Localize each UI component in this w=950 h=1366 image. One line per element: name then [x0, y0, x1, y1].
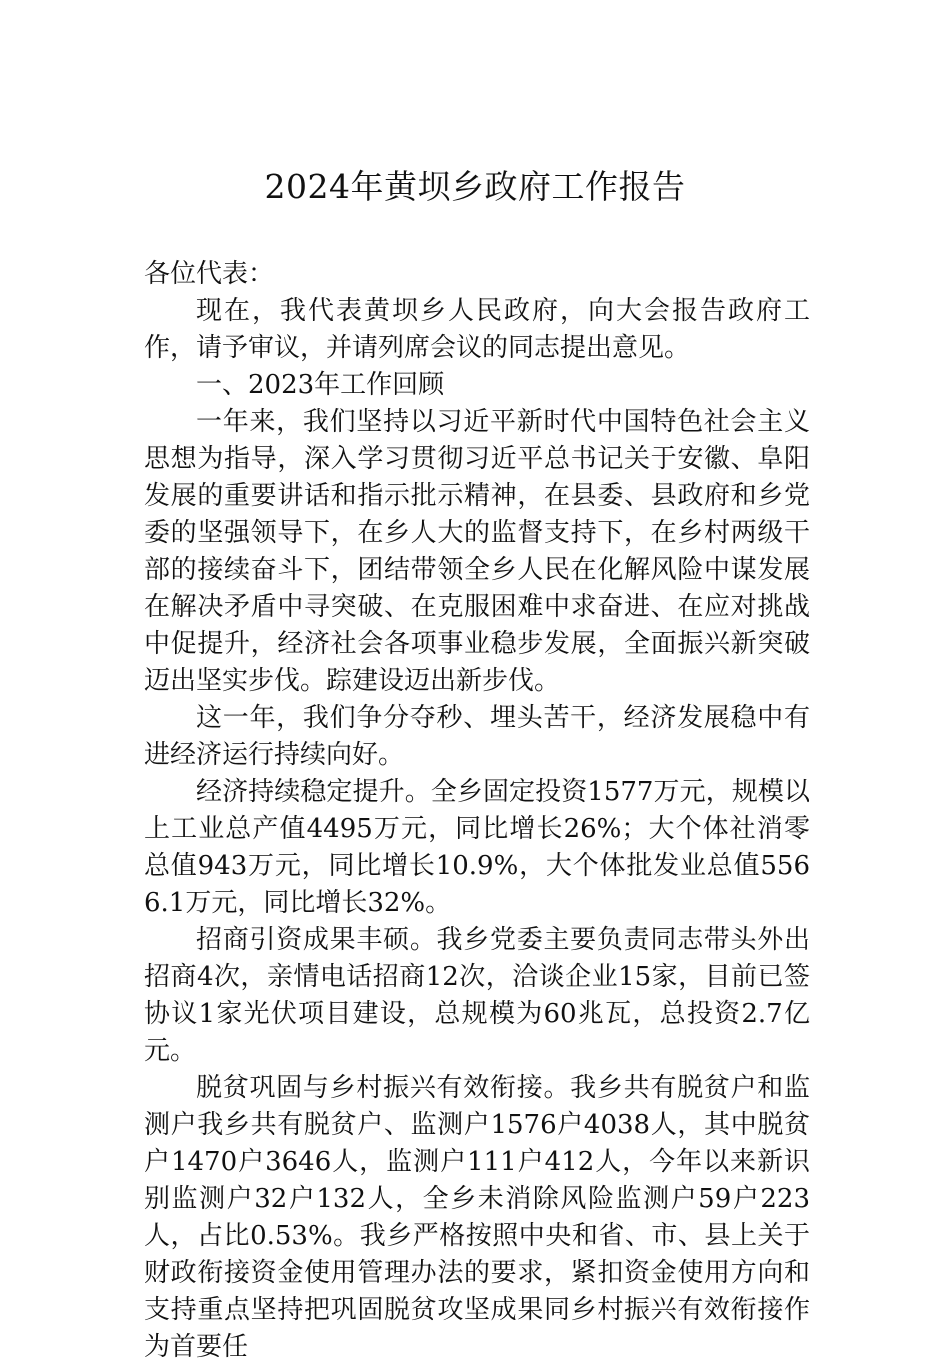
salutation: 各位代表： [144, 259, 275, 289]
paragraph-intro: 现在，我代表黄坝乡人民政府，向大会报告政府工作，请予审议，并请列席会议的同志提出意见。 [144, 296, 810, 363]
paragraph-investment: 招商引资成果丰硕。我乡党委主要负责同志带头外出招商4次，亲情电话招商12次，洽谈企业15家，目前已签协议1家光伏项目建设，总规模为60兆瓦，总投资2.7亿元。 [144, 925, 810, 1066]
paragraph-economy-summary: 这一年，我们争分夺秒、埋头苦干，经济发展稳中有进经济运行持续向好。 [144, 703, 810, 770]
document-title: 2024年黄坝乡政府工作报告 [264, 167, 686, 206]
paragraph-economy-stats: 经济持续稳定提升。全乡固定投资1577万元，规模以上工业总产值4495万元，同比增长26%；大个体社消零总值943万元，同比增长10.9%，大个体批发业总值5566.1万元，同比增长32%。 [144, 777, 810, 918]
section-heading: 一、2023年工作回顾 [196, 370, 445, 400]
document-body [144, 256, 810, 1366]
paragraph-poverty: 脱贫巩固与乡村振兴有效衔接。我乡共有脱贫户和监测户我乡共有脱贫户、监测户1576户4038人，其中脱贫户1470户3646人，监测户111户412人，今年以来新识别监测户32户132人，全乡未消除风险监测户59户223人，占比0.53%。我乡严格按照中央和省、市、县上关于财政衔接资金使用管理办法的要求，紧扣资金使用方向和支持重点坚持把巩固脱贫攻坚成果同乡村振兴有效衔接作为首要任 [144, 1073, 810, 1362]
paragraph-overview: 一年来，我们坚持以习近平新时代中国特色社会主义思想为指导，深入学习贯彻习近平总书记关于安徽、阜阳发展的重要讲话和指示批示精神，在县委、县政府和乡党委的坚强领导下，在乡人大的监督支持下，在乡村两级干部的接续奋斗下，团结带领全乡人民在化解风险中谋发展在解决矛盾中寻突破、在克服困难中求奋进、在应对挑战中促提升，经济社会各项事业稳步发展，全面振兴新突破迈出坚实步伐。踪建设迈出新步伐。 [144, 407, 810, 696]
